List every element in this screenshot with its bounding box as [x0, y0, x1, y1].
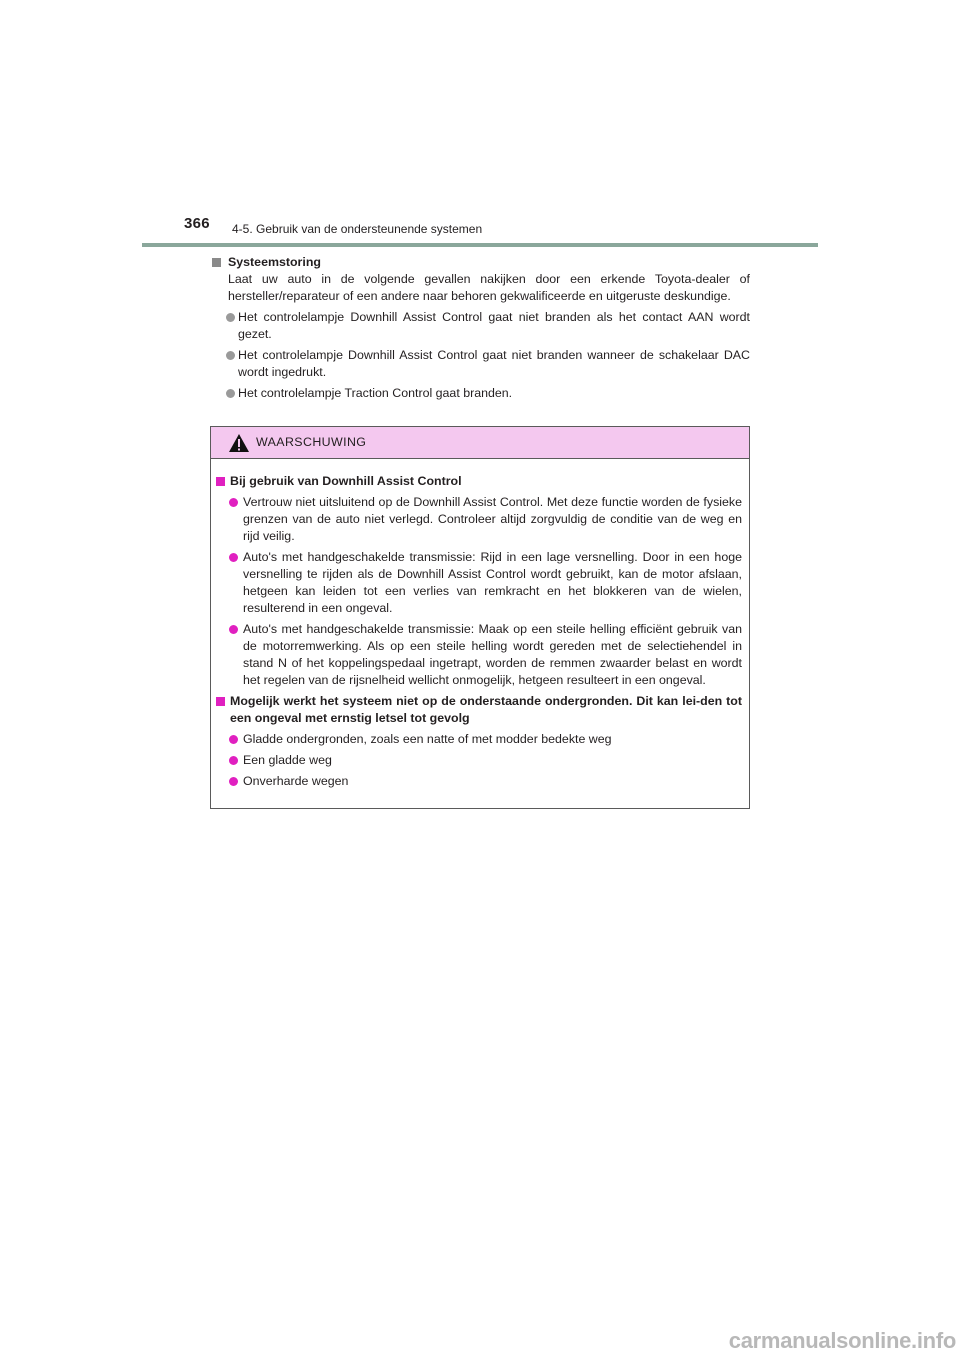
malfunction-heading: Systeemstoring: [210, 254, 750, 271]
circle-bullet-icon: [229, 553, 238, 562]
circle-bullet-icon: [226, 389, 235, 398]
circle-bullet-icon: [226, 313, 235, 322]
section-title: 4-5. Gebruik van de ondersteunende systemen: [232, 222, 483, 236]
malfunction-section: [210, 254, 750, 402]
circle-bullet-icon: [229, 777, 238, 786]
malfunction-intro: Laat uw auto in de volgende gevallen nakijken door een erkende Toyota-dealer of hersteller/reparateur of een andere naar behoren gekwalificeerde en uitgeruste deskundige.: [228, 272, 750, 303]
header-rule: [142, 243, 818, 247]
circle-bullet-icon: [229, 498, 238, 507]
warning-section-heading: Bij gebruik van Downhill Assist Control: [216, 473, 742, 490]
page-number: 366: [184, 215, 210, 232]
circle-bullet-icon: [229, 735, 238, 744]
warning-header: [211, 427, 749, 459]
square-bullet-icon: [216, 697, 225, 706]
watermark: carmanualsonline.info: [728, 1328, 956, 1353]
list-item: Het controlelampje Downhill Assist Control gaat niet branden als het contact AAN wordt gezet.: [210, 309, 750, 343]
list-item: Gladde ondergronden, zoals een natte of met modder bedekte weg: [216, 731, 742, 748]
list-item: Auto's met handgeschakelde transmissie: Maak op een steile helling efficiënt gebruik van de motorremwerking. Als op een steile helling wordt gereden met de selectiehendel in stand N of het koppelingspedaal ingetrapt, worden de remmen zwaarder belast en wordt het regelen van de rijsnelheid wellicht onmogelijk, hetgeen resulteert in een ongeval.: [216, 621, 742, 689]
square-bullet-icon: [216, 477, 225, 486]
warning-title: WAARSCHUWING: [256, 435, 367, 449]
warning-box: [210, 426, 750, 809]
circle-bullet-icon: [229, 756, 238, 765]
warning-section-heading: Mogelijk werkt het systeem niet op de onderstaande ondergronden. Dit kan lei-den tot een ongeval met ernstig letsel tot gevolg: [216, 693, 742, 727]
list-item: Vertrouw niet uitsluitend op de Downhill Assist Control. Met deze functie worden de fysieke grenzen van de auto niet verlegd. Controleer altijd zorgvuldig de conditie van de weg en rijd veilig.: [216, 494, 742, 545]
list-item: Een gladde weg: [216, 752, 742, 769]
list-item: Auto's met handgeschakelde transmissie: Rijd in een lage versnelling. Door in een hoge versnelling te rijden als de Downhill Assist Control wordt gebruikt, kan de motor afslaan, hetgeen kan leiden tot een verlies van remkracht en het blokkeren van de wielen, resulterend in een ongeval.: [216, 549, 742, 617]
list-item: Het controlelampje Traction Control gaat branden.: [210, 385, 750, 402]
warning-body: [211, 459, 749, 790]
circle-bullet-icon: [229, 625, 238, 634]
square-bullet-icon: [212, 258, 221, 267]
list-item: Onverharde wegen: [216, 773, 742, 790]
list-item: Het controlelampje Downhill Assist Control gaat niet branden wanneer de schakelaar DAC wordt ingedrukt.: [210, 347, 750, 381]
warning-triangle-icon: [228, 433, 250, 453]
circle-bullet-icon: [226, 351, 235, 360]
